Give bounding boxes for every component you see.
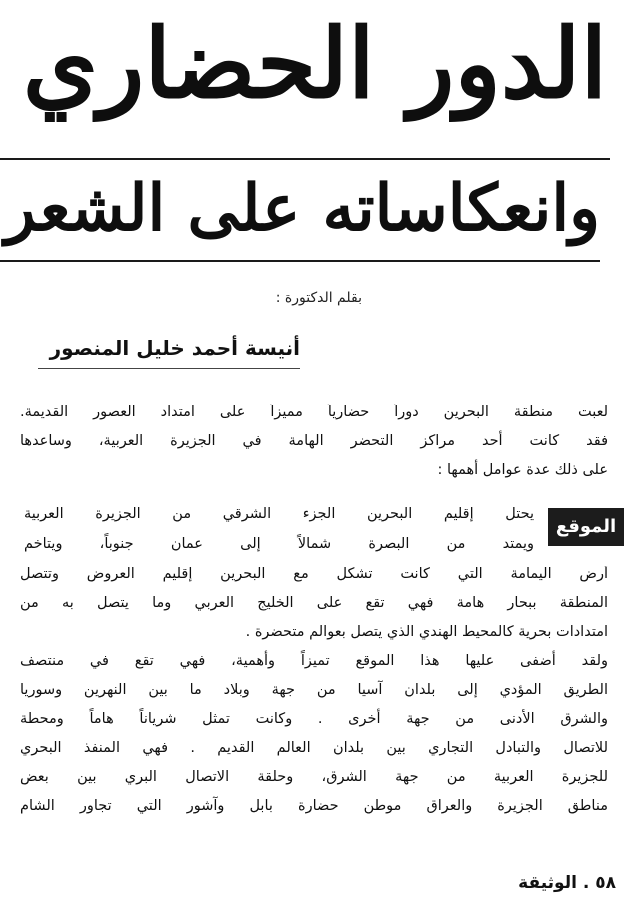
section-tag: الموقع — [548, 508, 624, 546]
text-line: ويمتد من البصرة شمالاً إلى عمان جنوباً، ويتاخم — [24, 536, 534, 552]
text-line: على ذلك عدة عوامل أهمها : — [437, 462, 608, 478]
title-divider-bottom — [0, 260, 600, 262]
text-line: فقد كانت أحد مراكز التحضر الهامة في الجزيرة العربية، وساعدها — [20, 433, 608, 449]
section-lines-beside-tag — [24, 506, 534, 566]
text-line: لعبت منطقة البحرين دوراً حضارياً مميزاً على امتداد العصور القديمة. — [20, 404, 608, 420]
publication-name: الوثيقة — [518, 873, 577, 893]
text-line: ولقد أضفى عليها هذا الموقع تميزاً وأهمية، فهي تقع في منتصف — [20, 653, 608, 669]
text-line: للجزيرة العربية من جهة الشرق، وحلقة الاتصال البري بين بعض — [20, 769, 608, 785]
article-title-line-2: وانعكاساته على الشعر — [4, 171, 600, 246]
text-line: المنطقة ببحار هامة فهي تقع على الخليج العربي وما يتصل به من — [20, 595, 608, 611]
text-line: أرض اليمامة التي كانت تشكل مع البحرين إقليم العروض وتتصل — [20, 566, 608, 582]
intro-paragraph — [20, 404, 608, 500]
text-line: والشرق الأدنى من جهة أخرى . وكانت تمثل شرياناً هاماً ومحطة — [20, 711, 608, 727]
author-underline — [38, 368, 300, 369]
page-number: ٥٨ — [595, 873, 616, 893]
page-footer — [518, 873, 616, 893]
text-line: امتدادات بحرية كالمحيط الهندي الذي يتصل بعوالم متحضرة . — [245, 624, 608, 640]
article-title-line-1: الدور الحضاري — [22, 7, 608, 120]
author-name: أنيسة أحمد خليل المنصور — [49, 336, 300, 360]
text-line: للاتصال والتبادل التجاري بين بلدان العالم القديم . فهي المنفذ البحري — [20, 740, 608, 756]
section-paragraph — [20, 566, 608, 866]
text-line: مناطق الجزيرة والعراق موطن حضارة بابل وآشور التي تجاور الشام — [20, 798, 608, 814]
footer-separator: . — [582, 873, 590, 893]
text-line: الطريق المؤدي إلى بلدان آسيا من جهة وبلاد ما بين النهرين وسوريا — [20, 682, 608, 698]
text-line: يحتل إقليم البحرين الجزء الشرقي من الجزيرة العربية — [24, 506, 534, 522]
byline-label: بقلم الدكتورة : — [275, 290, 362, 306]
